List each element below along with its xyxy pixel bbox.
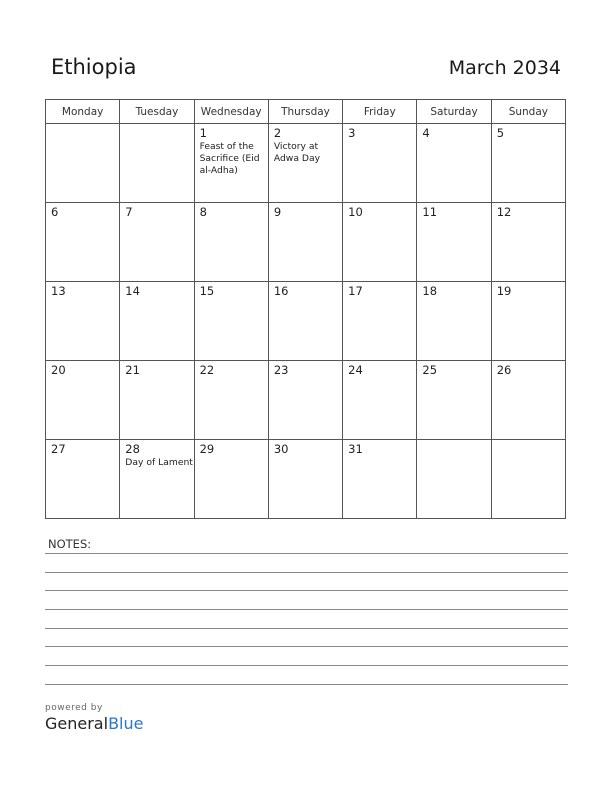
day-number: 5 — [496, 126, 505, 140]
day-number: 28 — [125, 442, 140, 456]
day-number: 3 — [348, 126, 356, 140]
weekday-thursday: Thursday — [268, 100, 342, 124]
day-cell — [268, 124, 342, 203]
day-number: 7 — [125, 205, 133, 219]
day-cell — [268, 361, 342, 440]
day-number: 18 — [422, 284, 438, 298]
holiday-label: Victory at Adwa Day — [273, 141, 321, 164]
weekday-header-row — [46, 100, 566, 124]
day-cell — [417, 282, 491, 361]
day-cell — [120, 440, 194, 519]
day-cell — [491, 440, 565, 519]
brand-name-blue: Blue — [108, 714, 144, 733]
day-cell — [194, 203, 268, 282]
day-cell — [343, 203, 417, 282]
day-cell — [343, 361, 417, 440]
day-cell — [268, 440, 342, 519]
notes-line — [45, 590, 568, 591]
notes-line — [45, 628, 568, 629]
notes-line — [45, 684, 568, 685]
notes-line — [45, 553, 568, 554]
day-number: 16 — [273, 284, 289, 298]
day-number: 14 — [125, 284, 140, 298]
day-number: 20 — [51, 363, 66, 377]
footer-branding — [45, 703, 143, 733]
brand-name-general: General — [45, 714, 109, 733]
notes-line — [45, 609, 568, 610]
weekday-sunday: Sunday — [491, 100, 565, 124]
powered-by-text: powered by — [45, 703, 103, 713]
day-cell — [46, 282, 120, 361]
day-number: 11 — [422, 205, 438, 219]
day-cell — [417, 440, 491, 519]
holiday-label: Day of Lament — [125, 457, 193, 468]
day-number: 8 — [199, 205, 207, 219]
day-cell — [194, 440, 268, 519]
day-cell — [194, 361, 268, 440]
day-cell — [491, 282, 565, 361]
day-number: 25 — [422, 363, 438, 377]
day-number: 27 — [51, 442, 66, 456]
day-number: 6 — [51, 205, 59, 219]
day-cell — [46, 440, 120, 519]
day-cell — [417, 203, 491, 282]
week-row-2 — [46, 203, 566, 282]
day-cell — [491, 203, 565, 282]
day-number: 12 — [496, 205, 512, 219]
day-number: 23 — [273, 363, 289, 377]
day-cell — [268, 282, 342, 361]
day-cell — [120, 124, 194, 203]
day-cell — [491, 361, 565, 440]
day-cell — [194, 124, 268, 203]
day-cell — [343, 440, 417, 519]
day-number: 17 — [348, 284, 363, 298]
day-number: 31 — [348, 442, 363, 456]
notes-label: NOTES: — [48, 537, 92, 551]
day-cell — [46, 124, 120, 203]
day-cell — [46, 203, 120, 282]
weekday-wednesday: Wednesday — [194, 100, 268, 124]
week-row-4 — [46, 361, 566, 440]
day-cell — [268, 203, 342, 282]
day-number: 30 — [273, 442, 289, 456]
calendar-grid — [45, 99, 566, 519]
holiday-label: Feast of the Sacrifice (Eid al-Adha) — [199, 141, 260, 176]
day-number: 1 — [199, 126, 207, 140]
day-number: 29 — [199, 442, 215, 456]
weekday-tuesday: Tuesday — [120, 100, 194, 124]
day-number: 19 — [496, 284, 512, 298]
day-number: 22 — [199, 363, 215, 377]
month-year-title: March 2034 — [448, 57, 561, 79]
day-cell — [491, 124, 565, 203]
weekday-monday: Monday — [46, 100, 120, 124]
day-cell — [343, 124, 417, 203]
day-number: 21 — [125, 363, 140, 377]
day-number: 15 — [199, 284, 215, 298]
country-title: Ethiopia — [51, 55, 137, 79]
day-cell — [417, 361, 491, 440]
day-number: 2 — [273, 126, 282, 140]
day-cell — [194, 282, 268, 361]
week-row-1 — [46, 124, 566, 203]
week-row-3 — [46, 282, 566, 361]
brand-logo — [45, 714, 143, 733]
day-cell — [417, 124, 491, 203]
day-cell — [343, 282, 417, 361]
day-number: 4 — [422, 126, 430, 140]
notes-line — [45, 646, 568, 647]
day-number: 13 — [51, 284, 66, 298]
week-row-5 — [46, 440, 566, 519]
weekday-saturday: Saturday — [417, 100, 491, 124]
day-number: 9 — [273, 205, 282, 219]
day-cell — [46, 361, 120, 440]
notes-line — [45, 572, 568, 573]
day-cell — [120, 203, 194, 282]
notes-line — [45, 665, 568, 666]
day-number: 24 — [348, 363, 363, 377]
day-cell — [120, 282, 194, 361]
weekday-friday: Friday — [343, 100, 417, 124]
day-number: 10 — [348, 205, 363, 219]
day-cell — [120, 361, 194, 440]
day-number: 26 — [496, 363, 512, 377]
